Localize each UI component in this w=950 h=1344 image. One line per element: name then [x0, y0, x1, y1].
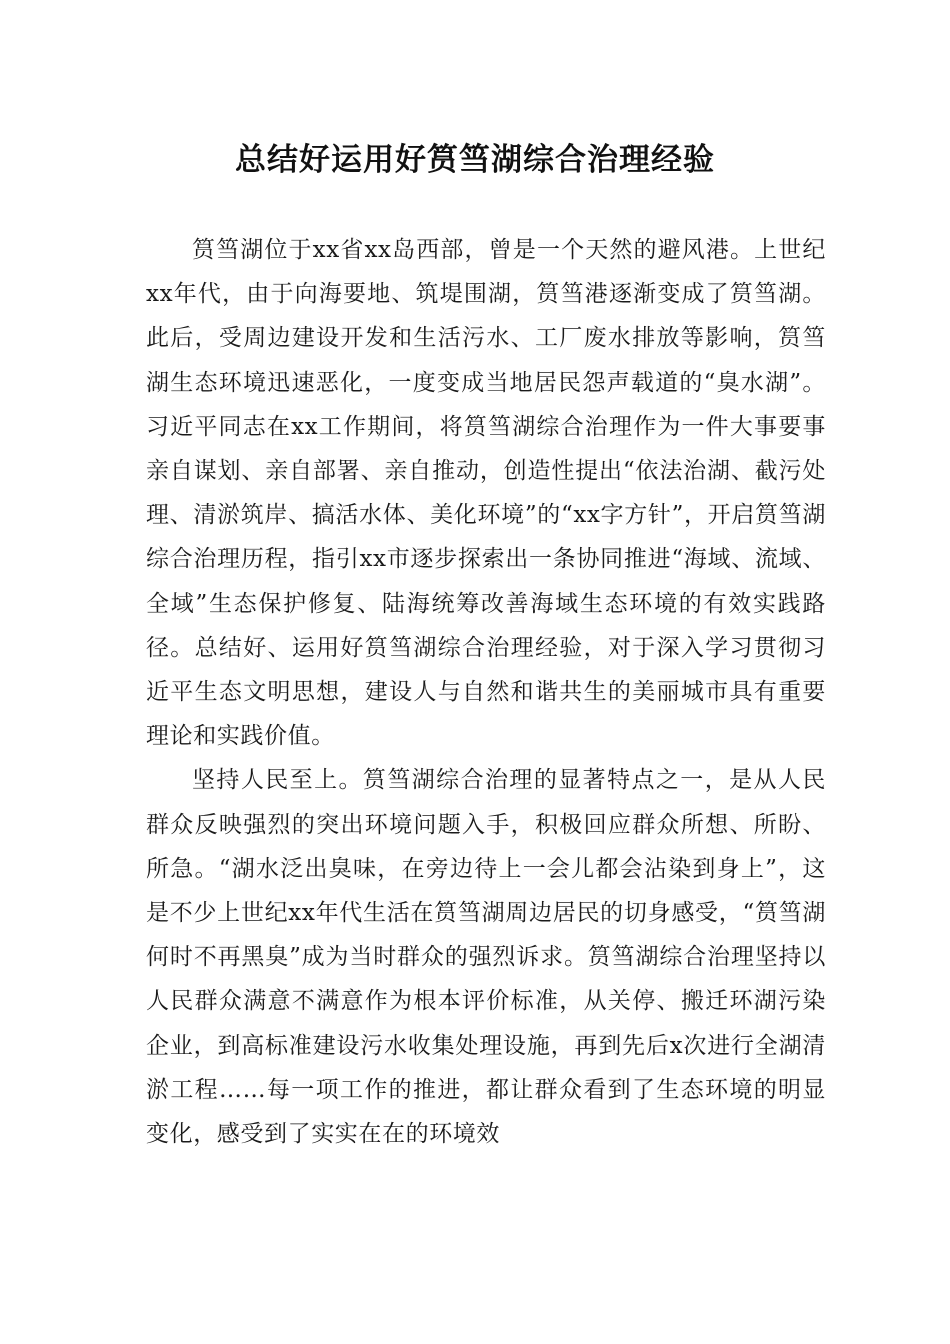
paragraph-people-first: 坚持人民至上。筼筜湖综合治理的显著特点之一，是从人民群众反映强烈的突出环境问题入手，积极回应群众所想、所盼、所急。“湖水泛出臭味，在旁边待上一会儿都会沾染到身上”，这是不少上世纪xx年代生活在筼筜湖周边居民的切身感受，“筼筜湖何时不再黑臭”成为当时群众的强烈诉求。筼筜湖综合治理坚持以人民群众满意不满意作为根本评价标准，从关停、搬迁环湖污染企业，到高标准建设污水收集处理设施，再到先后x次进行全湖清淤工程……每一项工作的推进，都让群众看到了生态环境的明显变化，感受到了实实在在的环境效 — [146, 767, 826, 1148]
document-title: 总结好运用好筼筜湖综合治理经验 — [235, 142, 715, 178]
document-body — [146, 228, 826, 1156]
paragraph-intro: 筼筜湖位于xx省xx岛西部，曾是一个天然的避风港。上世纪xx年代，由于向海要地、筑堤围湖，筼筜港逐渐变成了筼筜湖。此后，受周边建设开发和生活污水、工厂废水排放等影响，筼筜湖生态环境迅速恶化，一度变成当地居民怨声载道的“臭水湖”。习近平同志在xx工作期间，将筼筜湖综合治理作为一件大事要事亲自谋划、亲自部署、亲自推动，创造性提出“依法治湖、截污处理、清淤筑岸、搞活水体、美化环境”的“xx字方针”，开启筼筜湖综合治理历程，指引xx市逐步探索出一条协同推进“海域、流域、全域”生态保护修复、陆海统筹改善海域生态环境的有效实践路径。总结好、运用好筼筜湖综合治理经验，对于深入学习贯彻习近平生态文明思想，建设人与自然和谐共生的美丽城市具有重要理论和实践价值。 — [146, 237, 826, 750]
